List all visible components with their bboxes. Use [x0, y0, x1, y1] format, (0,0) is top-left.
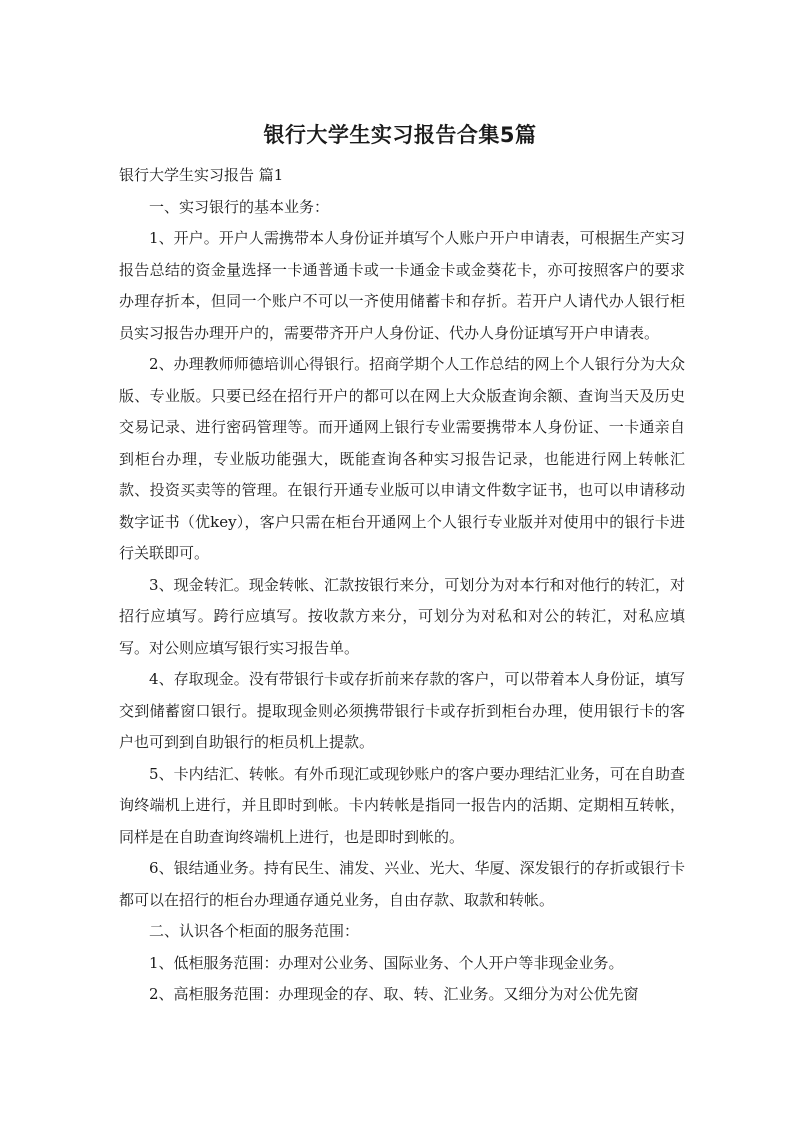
paragraph: 一、实习银行的基本业务：	[149, 197, 330, 216]
paragraph: 1、开户。开户人需携带本人身份证并填写个人账户开户申请表，可根据生产实习报告总结的资金量选择一卡通普通卡或一卡通金卡或金葵花卡，亦可按照客户的要求办理存折本，但同一个账户不可以一齐使用储蓄卡和存折。若开户人请代办人银行柜员实习报告办理开户的，需要带齐开户人身份证、代办人身份证填写开户申请表。	[119, 229, 685, 342]
section-heading: 银行大学生实习报告 篇1	[119, 166, 284, 184]
paragraph: 2、高柜服务范围：办理现金的存、取、转、汇业务。又细分为对公优先窗	[149, 985, 639, 1003]
paragraph: 3、现金转汇。现金转帐、汇款按银行来分，可划分为对本行和对他行的转汇，对招行应填写。跨行应填写。按收款方来分，可划分为对私和对公的转汇，对私应填写。对公则应填写银行实习报告单。	[119, 575, 685, 657]
paragraph: 二、认识各个柜面的服务范围：	[149, 922, 360, 940]
paragraph: 2、办理教师师德培训心得银行。招商学期个人工作总结的网上个人银行分为大众版、专业版。只要已经在招行开户的都可以在网上大众版查询余额、查询当天及历史交易记录、进行密码管理等。而开通网上银行专业需要携带本人身份证、一卡通亲自到柜台办理，专业版功能强大，既能查询各种实习报告记录，也能进行网上转帐汇款、投资买卖等的管理。在银行开通专业版可以申请文件数字证书，也可以申请移动数字证书（优key），客户只需在柜台开通网上个人银行专业版并对使用中的银行卡进行关联即可。	[119, 355, 685, 562]
document-title: 银行大学生实习报告合集5篇	[263, 123, 537, 147]
paragraph: 1、低柜服务范围：办理对公业务、国际业务、个人开户等非现金业务。	[149, 953, 624, 972]
document-body	[119, 160, 685, 1011]
paragraph: 5、卡内结汇、转帐。有外币现汇或现钞账户的客户要办理结汇业务，可在自助查询终端机上进行，并且即时到帐。卡内转帐是指同一报告内的活期、定期相互转帐，同样是在自助查询终端机上进行，也是即时到帐的。	[119, 764, 685, 846]
paragraph: 4、存取现金。没有带银行卡或存折前来存款的客户，可以带着本人身份证，填写交到储蓄窗口银行。提取现金则必须携带银行卡或存折到柜台办理，使用银行卡的客户也可到到自助银行的柜员机上提款。	[119, 670, 685, 751]
paragraph: 6、银结通业务。持有民生、浦发、兴业、光大、华厦、深发银行的存折或银行卡都可以在招行的柜台办理通存通兑业务，自由存款、取款和转帐。	[119, 859, 685, 909]
